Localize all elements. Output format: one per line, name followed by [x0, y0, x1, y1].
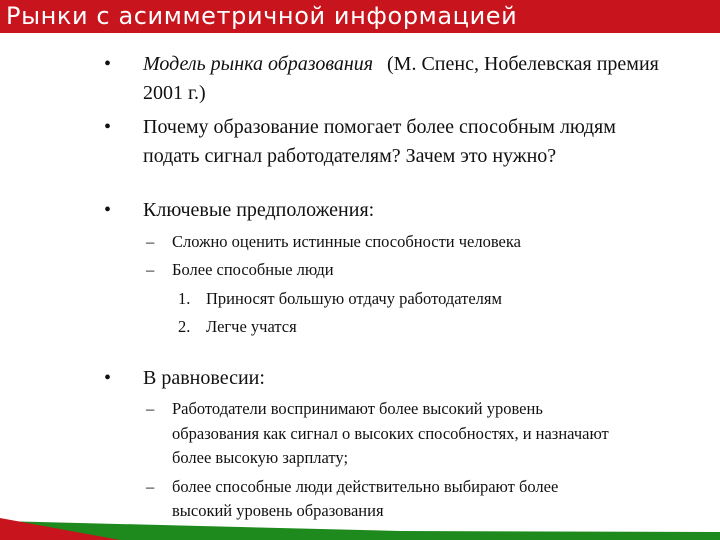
bullet-1-italic-lead: Модель рынка образования	[143, 53, 374, 75]
bullet-4-line1: В равновесии:	[143, 367, 265, 389]
numbered-item-1: Приносят большую отдачу работодателям	[206, 289, 502, 308]
bullet-2-line2: подать сигнал работодателям? Зачем это нужно?	[143, 145, 557, 167]
bottom-green-band	[0, 521, 720, 540]
bottom-decor-strip	[0, 518, 720, 540]
bullet-1-line2: 2001 г.)	[143, 82, 206, 104]
dash-marker: –	[146, 399, 155, 418]
bullet-4-subitem-1-line2: образования как сигнал о высоких способностях, и назначают	[172, 424, 609, 443]
dash-marker: –	[146, 232, 155, 251]
title-bar	[0, 0, 720, 33]
bullet-3-subitem-1: Сложно оценить истинные способности человека	[172, 232, 521, 251]
bullet-marker: •	[104, 367, 112, 389]
bullet-2-line1: Почему образование помогает более способным людям	[143, 116, 616, 138]
bullet-4-subitem-2-line1: более способные люди действительно выбирают более	[172, 477, 559, 496]
dash-marker: –	[146, 477, 155, 496]
bullet-1-rest: (М. Спенс, Нобелевская премия	[387, 53, 659, 75]
bullet-4-subitem-1-line1: Работодатели воспринимают более высокий уровень	[172, 399, 543, 418]
bullet-4-subitem-1-line3: более высокую зарплату;	[172, 448, 349, 467]
dash-marker: –	[146, 260, 155, 279]
number-marker: 1.	[178, 289, 191, 308]
numbered-item-2: Легче учатся	[206, 317, 297, 336]
bullet-4-subitem-2-line2: высокий уровень образования	[172, 501, 384, 520]
bullet-marker: •	[104, 199, 112, 221]
bullet-marker: •	[104, 116, 112, 138]
bullet-3-line1: Ключевые предположения:	[143, 199, 375, 221]
bullet-3-subitem-2: Более способные люди	[172, 260, 334, 279]
slide-title: Рынки с асимметричной информацией	[6, 2, 518, 30]
number-marker: 2.	[178, 317, 191, 336]
bullet-marker: •	[104, 53, 112, 75]
